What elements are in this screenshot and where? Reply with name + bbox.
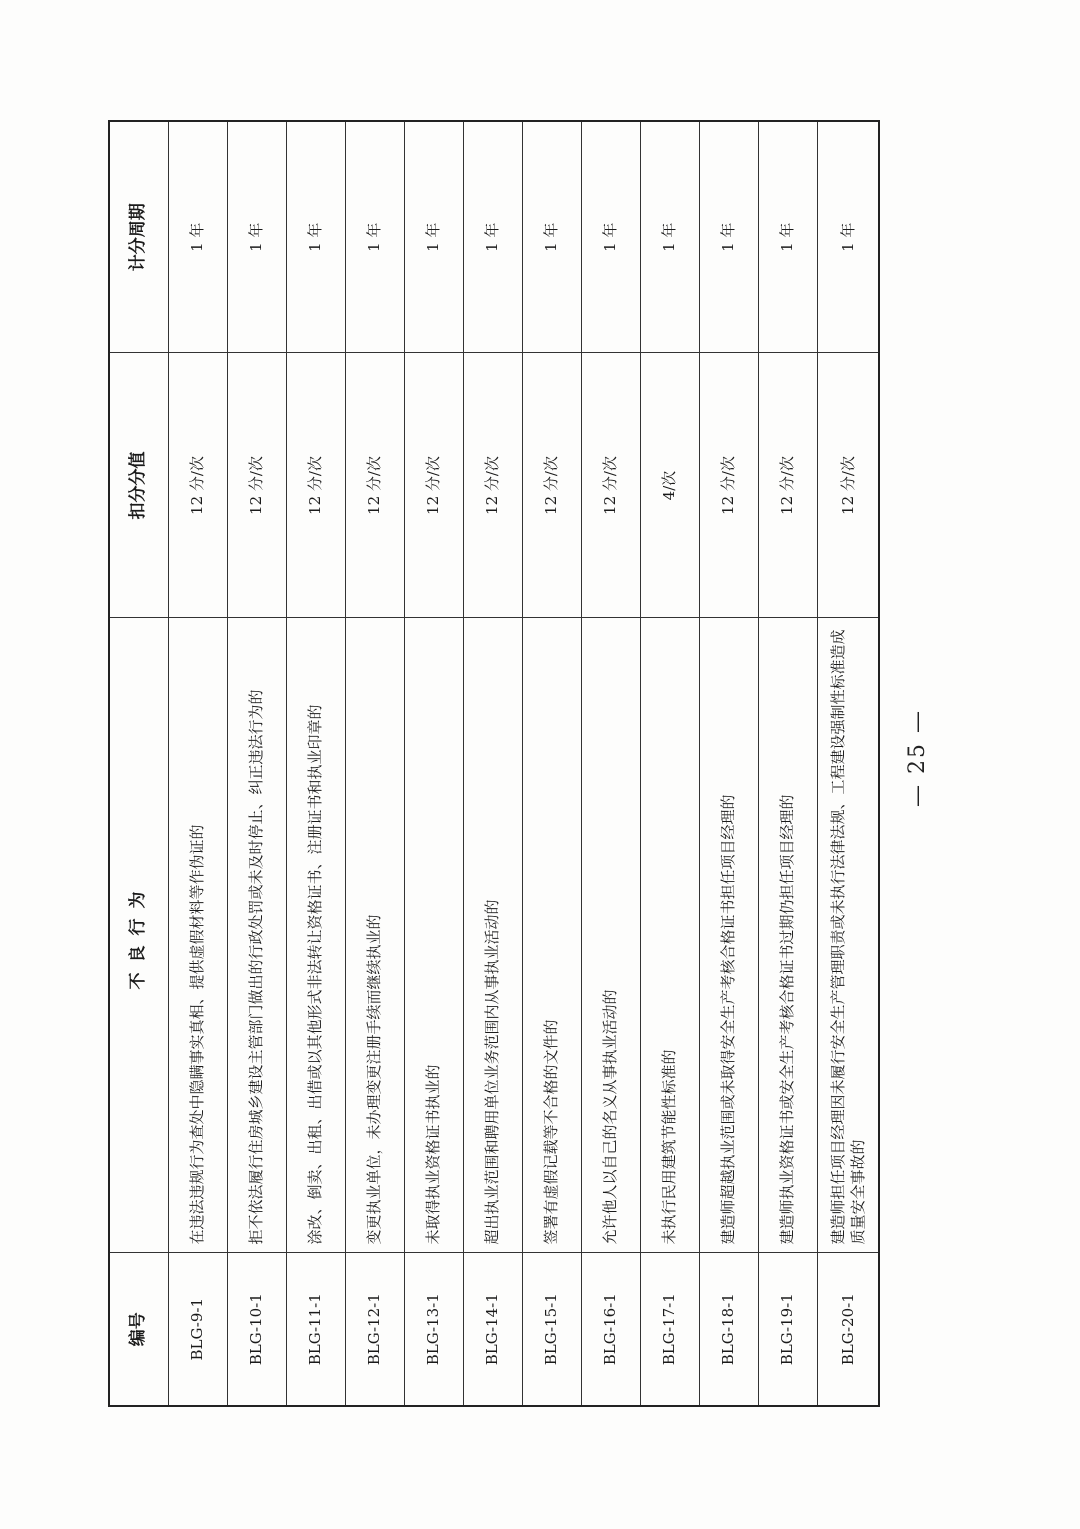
cell-behavior: 建造师担任项目经理因未履行安全生产管理职责或未执行法律法规、工程建设强制性标准造成质量安全事故的 <box>817 618 879 1253</box>
table-row <box>227 121 286 1406</box>
cell-code: BLG-19-1 <box>758 1253 817 1406</box>
table-row <box>640 121 699 1406</box>
cell-period: 1 年 <box>168 121 227 353</box>
table-row <box>581 121 640 1406</box>
header-score: 扣分分值 <box>109 353 168 618</box>
cell-score: 12 分/次 <box>699 353 758 618</box>
cell-behavior: 未取得执业资格证书执业的 <box>404 618 463 1253</box>
cell-period: 1 年 <box>817 121 879 353</box>
cell-code: BLG-20-1 <box>817 1253 879 1406</box>
cell-score: 12 分/次 <box>522 353 581 618</box>
cell-behavior: 超出执业范围和聘用单位业务范围内从事执业活动的 <box>463 618 522 1253</box>
cell-score: 12 分/次 <box>168 353 227 618</box>
cell-code: BLG-17-1 <box>640 1253 699 1406</box>
cell-code: BLG-13-1 <box>404 1253 463 1406</box>
cell-period: 1 年 <box>286 121 345 353</box>
header-period: 计分周期 <box>109 121 168 353</box>
table-row <box>168 121 227 1406</box>
cell-code: BLG-9-1 <box>168 1253 227 1406</box>
table-row <box>817 121 879 1406</box>
cell-behavior: 涂改、倒卖、出租、出借或以其他形式非法转让资格证书、注册证书和执业印章的 <box>286 618 345 1253</box>
header-behavior: 不良行为 <box>109 618 168 1253</box>
table-row <box>758 121 817 1406</box>
cell-period: 1 年 <box>345 121 404 353</box>
cell-period: 1 年 <box>581 121 640 353</box>
cell-period: 1 年 <box>463 121 522 353</box>
cell-behavior: 未执行民用建筑节能性标准的 <box>640 618 699 1253</box>
cell-score: 12 分/次 <box>817 353 879 618</box>
cell-code: BLG-18-1 <box>699 1253 758 1406</box>
cell-code: BLG-16-1 <box>581 1253 640 1406</box>
header-code: 编号 <box>109 1253 168 1406</box>
table-row <box>463 121 522 1406</box>
table-header-row <box>109 121 168 1406</box>
cell-behavior: 建造师执业资格证书或安全生产考核合格证书过期仍担任项目经理的 <box>758 618 817 1253</box>
violation-table <box>108 120 880 1407</box>
cell-score: 12 分/次 <box>758 353 817 618</box>
cell-period: 1 年 <box>758 121 817 353</box>
cell-score: 12 分/次 <box>404 353 463 618</box>
table-row <box>699 121 758 1406</box>
page-number: — 25 — <box>905 709 930 807</box>
cell-behavior: 允许他人以自己的名义从事执业活动的 <box>581 618 640 1253</box>
cell-score: 12 分/次 <box>463 353 522 618</box>
table-row <box>286 121 345 1406</box>
cell-period: 1 年 <box>227 121 286 353</box>
cell-score: 12 分/次 <box>286 353 345 618</box>
cell-behavior: 变更执业单位，未办理变更注册手续而继续执业的 <box>345 618 404 1253</box>
table-row <box>522 121 581 1406</box>
cell-behavior: 建造师超越执业范围或未取得安全生产考核合格证书担任项目经理的 <box>699 618 758 1253</box>
cell-behavior: 签署有虚假记载等不合格的文件的 <box>522 618 581 1253</box>
cell-code: BLG-15-1 <box>522 1253 581 1406</box>
cell-code: BLG-14-1 <box>463 1253 522 1406</box>
cell-behavior: 拒不依法履行住房城乡建设主管部门做出的行政处罚或未及时停止、纠正违法行为的 <box>227 618 286 1253</box>
cell-period: 1 年 <box>522 121 581 353</box>
table-row <box>345 121 404 1406</box>
cell-score: 12 分/次 <box>345 353 404 618</box>
cell-period: 1 年 <box>699 121 758 353</box>
cell-code: BLG-12-1 <box>345 1253 404 1406</box>
cell-code: BLG-10-1 <box>227 1253 286 1406</box>
table-row <box>404 121 463 1406</box>
cell-score: 4/次 <box>640 353 699 618</box>
cell-code: BLG-11-1 <box>286 1253 345 1406</box>
cell-period: 1 年 <box>640 121 699 353</box>
cell-score: 12 分/次 <box>227 353 286 618</box>
cell-behavior: 在违法违规行为查处中隐瞒事实真相、提供虚假材料等作伪证的 <box>168 618 227 1253</box>
cell-period: 1 年 <box>404 121 463 353</box>
cell-score: 12 分/次 <box>581 353 640 618</box>
